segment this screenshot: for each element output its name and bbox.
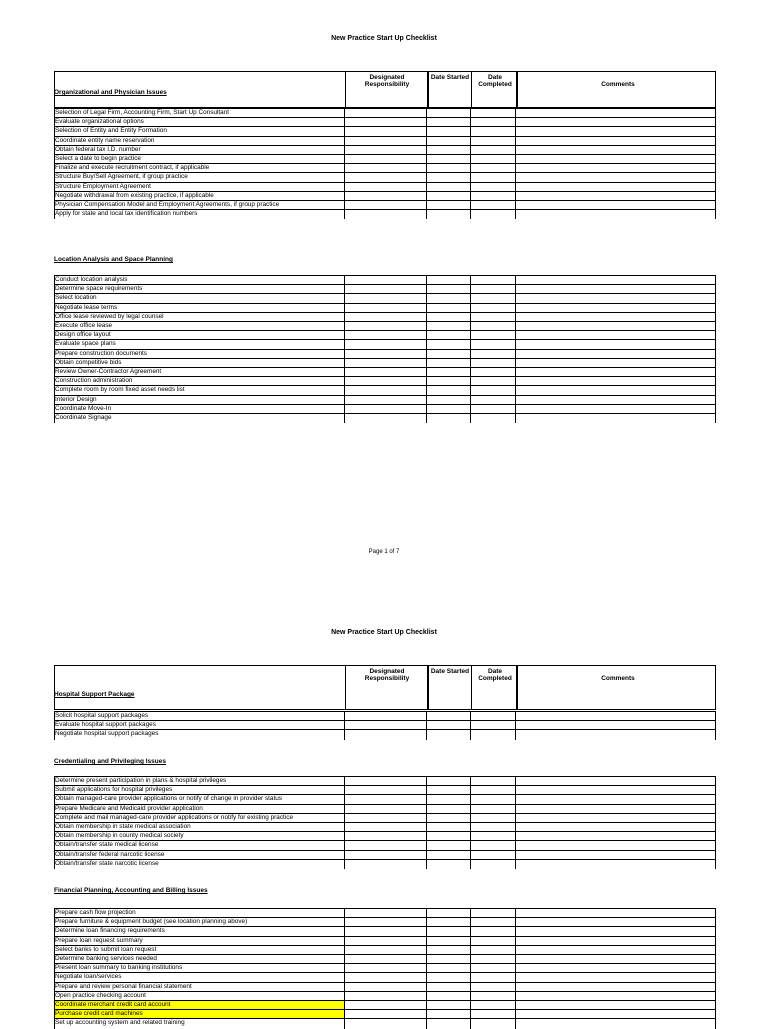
checklist-row (54, 275, 716, 284)
checklist-row (54, 117, 716, 126)
checklist-row (54, 840, 716, 849)
checklist-row (54, 293, 716, 302)
checklist-row (54, 711, 716, 720)
checklist-table-organizational (54, 108, 716, 219)
checklist-item-label: Select location (55, 294, 97, 302)
checklist-table-credentialing (54, 776, 716, 869)
checklist-table-financial (54, 908, 716, 1029)
checklist-row (54, 395, 716, 404)
checklist-row (54, 729, 716, 738)
checklist-item-label: Physician Compensation Model and Employment Agreements, if group practice (55, 201, 280, 208)
checklist-row (54, 776, 716, 785)
checklist-item-label: Finalize and execute recruitment contract, if applicable (55, 164, 210, 172)
checklist-item-label: Prepare Medicare and Medicaid provider application (55, 804, 203, 812)
checklist-item-label: Set up accounting system and related training (55, 1019, 185, 1027)
section-title: Credentialing and Privileging Issues (54, 758, 166, 765)
header-date-started: Date Started (430, 668, 470, 675)
checklist-row (54, 917, 716, 926)
checklist-item-label: Office lease reviewed by legal counsel (55, 312, 164, 320)
checklist-row (54, 954, 716, 963)
checklist-item-label: Submit applications for hospital privileges (55, 786, 173, 794)
checklist-item-label: Evaluate organizational options (55, 118, 144, 126)
checklist-row (54, 859, 716, 868)
checklist-item-label: Solicit hospital support packages (55, 712, 149, 719)
checklist-item-label: Complete and mail managed-care provider applications or notify for existing practice (55, 813, 293, 821)
section-title: Location Analysis and Space Planning (54, 256, 173, 263)
checklist-row (54, 182, 716, 191)
checklist-item-label: Prepare loan request summary (55, 936, 143, 944)
page-number: Page 1 of 7 (368, 549, 400, 555)
checklist-item-label: Negotiate withdrawal from existing practice, if applicable (55, 191, 214, 199)
checklist-row (54, 136, 716, 145)
checklist-row (54, 163, 716, 172)
page-2-title: New Practice Start Up Checklist (331, 629, 437, 636)
checklist-item-label: Obtain membership in county medical society (55, 832, 184, 840)
checklist-table-hospital (54, 711, 716, 740)
checklist-row (54, 785, 716, 794)
checklist-item-label: Apply for state and local tax identification numbers (55, 210, 198, 218)
checklist-item-label: Prepare construction documents (55, 349, 148, 357)
checklist-item-label: Obtain federal tax I.D. number (55, 145, 141, 153)
checklist-item-label: Structure Buy/Sell Agreement, if group practice (55, 173, 188, 181)
checklist-row (54, 191, 716, 200)
section-title: Financial Planning, Accounting and Billing Issues (54, 887, 208, 894)
column-header-box-2 (54, 665, 716, 710)
checklist-item-label: Coordinate Signage (55, 414, 112, 421)
checklist-item-label: Complete room by room fixed asset needs list (55, 386, 185, 394)
checklist-item-label: Prepare and review personal financial statement (55, 982, 192, 990)
checklist-row (54, 303, 716, 312)
checklist-row (54, 413, 716, 422)
checklist-row (54, 145, 716, 154)
checklist-row (54, 200, 716, 209)
checklist-row (54, 1009, 716, 1018)
checklist-item-label: Obtain managed-care provider applications or notify of change in provider status (55, 795, 282, 803)
section-title: Organizational and Physician Issues (54, 89, 167, 96)
checklist-item-label: Obtain membership in state medical association (55, 823, 191, 830)
checklist-row (54, 108, 716, 117)
checklist-row (54, 367, 716, 376)
checklist-item-label: Review Owner-Contractor Agreement (55, 368, 162, 375)
checklist-item-label: Purchase credit card machines (54, 1010, 344, 1018)
checklist-item-label: Coordinate merchant credit card account (54, 1001, 344, 1009)
checklist-item-label: Design office layout (55, 331, 111, 339)
checklist-row (54, 209, 716, 218)
checklist-row (54, 926, 716, 935)
checklist-item-label: Negotiate loan/services (55, 973, 122, 981)
checklist-item-label: Present loan summary to banking institutions (55, 964, 183, 972)
checklist-row (54, 945, 716, 954)
checklist-item-label: Selection of Entity and Entity Formation (55, 127, 167, 135)
checklist-item-label: Determine loan financing requirements (55, 927, 165, 935)
checklist-row (54, 172, 716, 181)
checklist-row (54, 376, 716, 385)
checklist-row (54, 794, 716, 803)
checklist-row (54, 831, 716, 840)
checklist-item-label: Prepare cash flow projection (55, 909, 136, 916)
checklist-item-label: Coordinate Move-In (55, 404, 112, 412)
checklist-table-location (54, 275, 716, 423)
header-designated: Designated Responsibility (364, 74, 410, 88)
checklist-row (54, 720, 716, 729)
checklist-row (54, 991, 716, 1000)
checklist-row (54, 284, 716, 293)
checklist-row (54, 154, 716, 163)
checklist-item-label: Structure Employment Agreement (55, 182, 151, 190)
checklist-row (54, 972, 716, 981)
checklist-row (54, 850, 716, 859)
checklist-row (54, 358, 716, 367)
header-date-started: Date Started (430, 74, 470, 81)
header-date-completed: Date Completed (478, 668, 512, 682)
header-designated: Designated Responsibility (364, 668, 410, 682)
checklist-item-label: Obtain/transfer state medical license (55, 841, 159, 849)
checklist-row (54, 349, 716, 358)
checklist-row (54, 1000, 716, 1009)
checklist-item-label: Construction administration (55, 377, 133, 385)
checklist-item-label: Coordinate entity name reservation (55, 136, 155, 144)
checklist-row (54, 330, 716, 339)
checklist-row (54, 126, 716, 135)
checklist-row (54, 963, 716, 972)
header-date-completed: Date Completed (478, 74, 512, 88)
section-title: Hospital Support Package (54, 691, 135, 698)
header-comments: Comments (601, 675, 635, 682)
checklist-item-label: Obtain/transfer state narcotic license (55, 859, 159, 867)
checklist-row (54, 982, 716, 991)
header-comments: Comments (601, 81, 635, 88)
checklist-item-label: Determine banking services needed (55, 955, 157, 962)
checklist-item-label: Negotiate lease terms (55, 303, 118, 311)
checklist-row (54, 1018, 716, 1027)
checklist-item-label: Execute office lease (55, 322, 113, 329)
checklist-item-label: Obtain competitive bids (55, 358, 122, 366)
checklist-item-label: Determine present participation in plans & hospital privileges (55, 777, 227, 784)
checklist-row (54, 908, 716, 917)
checklist-item-label: Evaluate hospital support packages (55, 721, 156, 729)
checklist-row (54, 404, 716, 413)
checklist-item-label: Selection of Legal Firm, Accounting Firm, Start Up Consultant (55, 109, 230, 116)
checklist-row (54, 321, 716, 330)
checklist-item-label: Conduct location analysis (55, 276, 128, 283)
checklist-item-label: Prepare furniture & equipment budget (see location planning above) (55, 918, 248, 926)
checklist-row (54, 804, 716, 813)
checklist-item-label: Select a date to begin practice (55, 155, 141, 162)
checklist-item-label: Determine space requirements (55, 285, 143, 293)
checklist-item-label: Negotiate hospital support packages (55, 730, 159, 738)
checklist-item-label: Interior Design (55, 395, 97, 403)
checklist-row (54, 813, 716, 822)
checklist-row (54, 385, 716, 394)
checklist-row (54, 936, 716, 945)
checklist-row (54, 822, 716, 831)
checklist-item-label: Evaluate space plans (55, 340, 116, 348)
page-1-title: New Practice Start Up Checklist (331, 35, 437, 42)
checklist-row (54, 339, 716, 348)
checklist-row (54, 312, 716, 321)
checklist-item-label: Open practice checking account (55, 991, 146, 999)
checklist-item-label: Obtain/transfer federal narcotic license (55, 850, 165, 858)
checklist-item-label: Select banks to submit loan request (55, 945, 157, 953)
